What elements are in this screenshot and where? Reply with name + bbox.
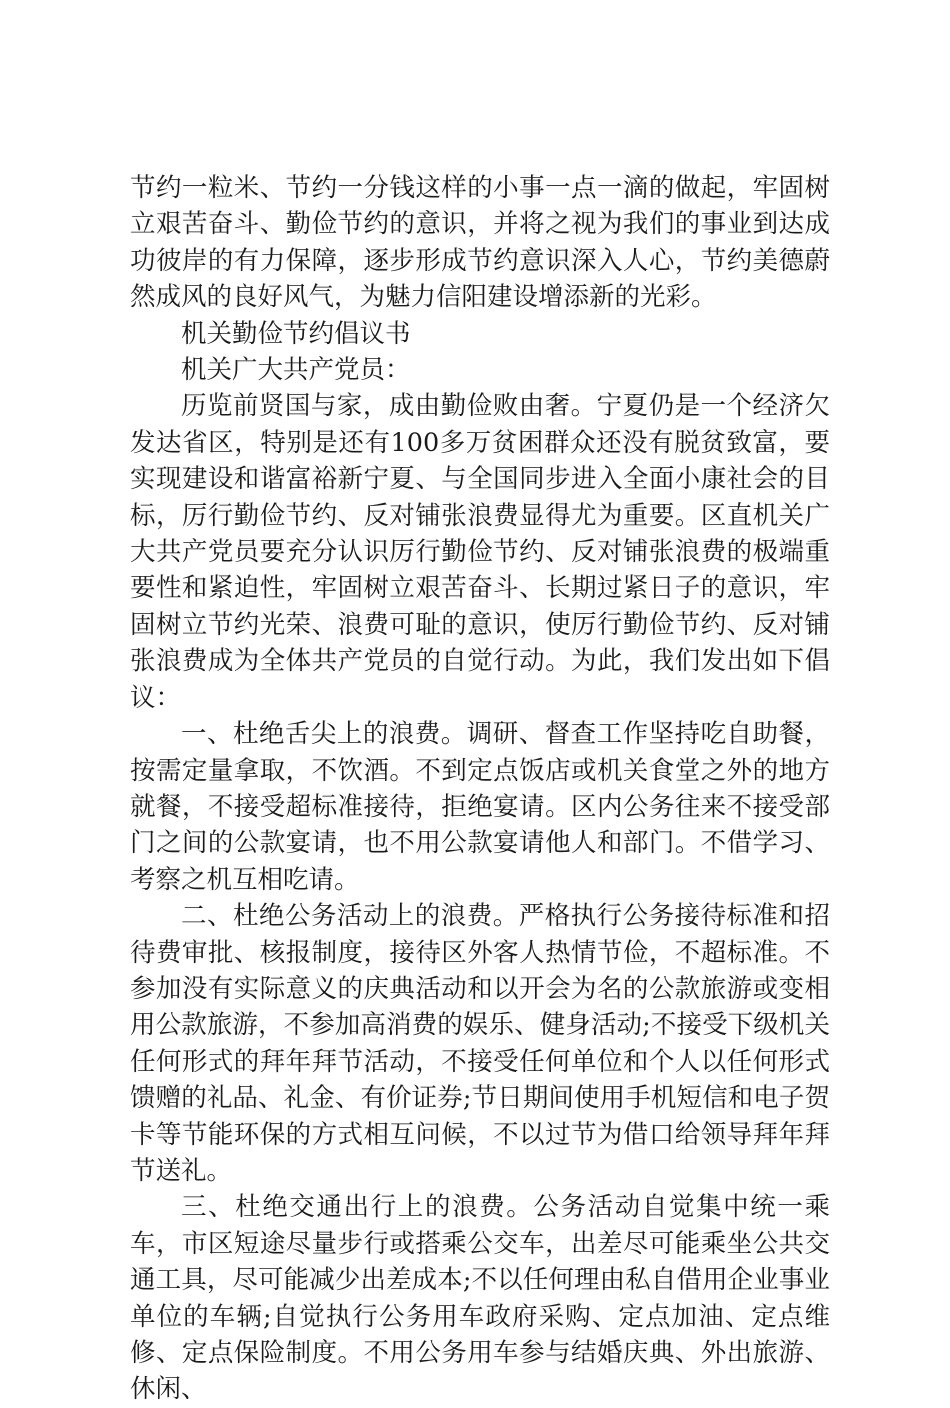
paragraph-continuation: 节约一粒米、节约一分钱这样的小事一点一滴的做起，牢固树立艰苦奋斗、勤俭节约的意识，并将之视为我们的事业到达成功彼岸的有力保障，逐步形成节约意识深入人心，节约美德蔚然成风的良好风气，为魅力信阳建设增添新的光彩。 xyxy=(130,173,830,313)
paragraph-item-3: 三、杜绝交通出行上的浪费。公务活动自觉集中统一乘车，市区短途尽量步行或搭乘公交车，出差尽可能乘坐公共交通工具，尽可能减少出差成本;不以任何理由私自借用企业事业单位的车辆;自觉执行公务用车政府采购、定点加油、定点维修、定点保险制度。不用公务用车参与结婚庆典、外出旅游、休闲、 xyxy=(130,1192,830,1405)
paragraph-intro: 历览前贤国与家，成由勤俭败由奢。宁夏仍是一个经济欠发达省区，特别是还有100多万贫困群众还没有脱贫致富，要实现建设和谐富裕新宁夏、与全国同步进入全面小康社会的目标，厉行勤俭节约、反对铺张浪费显得尤为重要。区直机关广大共产党员要充分认识厉行勤俭节约、反对铺张浪费的极端重要性和紧迫性，牢固树立艰苦奋斗、长期过紧日子的意识，牢固树立节约光荣、浪费可耻的意识，使厉行勤俭节约、反对铺张浪费成为全体共产党员的自觉行动。为此，我们发出如下倡议： xyxy=(130,391,830,713)
paragraph-item-2: 二、杜绝公务活动上的浪费。严格执行公务接待标准和招待费审批、核报制度，接待区外客人热情节俭，不超标准。不参加没有实际意义的庆典活动和以开会为名的公款旅游或变相用公款旅游，不参加高消费的娱乐、健身活动;不接受下级机关任何形式的拜年拜节活动，不接受任何单位和个人以任何形式馈赠的礼品、礼金、有价证券;节日期间使用手机短信和电子贺卡等节能环保的方式相互问候，不以过节为借口给领导拜年拜节送礼。 xyxy=(130,901,830,1186)
paragraph-item-1: 一、杜绝舌尖上的浪费。调研、督查工作坚持吃自助餐，按需定量拿取，不饮酒。不到定点饭店或机关食堂之外的地方就餐，不接受超标准接待，拒绝宴请。区内公务往来不接受部门之间的公款宴请，也不用公款宴请他人和部门。不借学习、考察之机互相吃请。 xyxy=(130,719,830,895)
document-body xyxy=(130,170,830,1408)
document-title: 机关勤俭节约倡议书 xyxy=(181,318,411,349)
salutation: 机关广大共产党员： xyxy=(181,355,411,386)
